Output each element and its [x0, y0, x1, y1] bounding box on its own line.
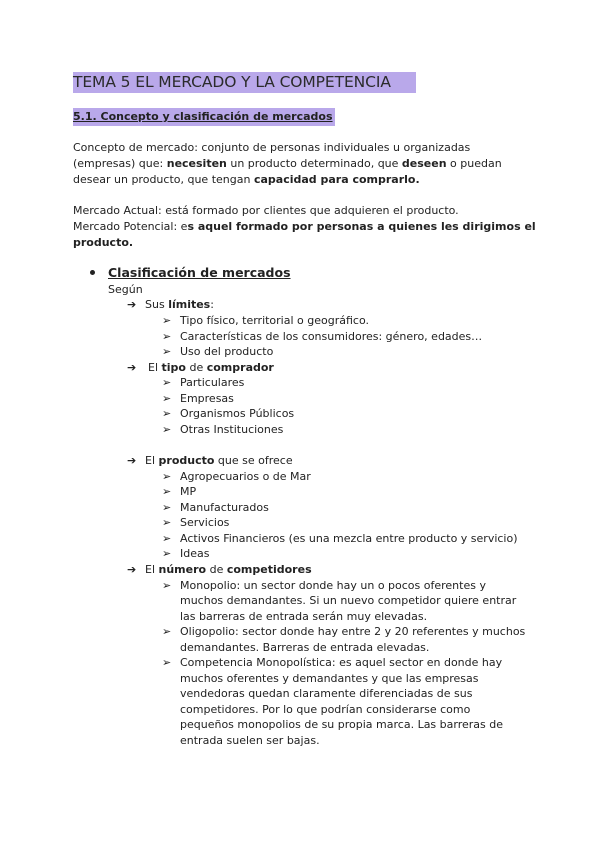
list-item: ➢ Ideas: [162, 547, 210, 560]
chevron-icon: ➢: [162, 656, 172, 669]
chevron-icon: ➢: [162, 547, 172, 560]
list-item: ➢ Tipo físico, territorial o geográfico.: [162, 314, 369, 327]
arrow-icon: ➔: [127, 298, 137, 311]
clasificacion-heading: Clasificación de mercados: [108, 265, 291, 280]
list-item: ➢ MP: [162, 485, 197, 498]
chevron-icon: ➢: [162, 470, 172, 483]
chevron-icon: ➢: [162, 532, 172, 545]
mercado-actual: Mercado Actual: está formado por clientes que adquieren el producto.: [73, 204, 459, 217]
monopolistica-line: competidores. Por lo que podrían considerarse como: [180, 703, 471, 716]
chevron-icon: ➢: [162, 579, 172, 592]
bullet-dot-icon: [90, 270, 95, 275]
monopolio-line: ➢ Monopolio: un sector donde hay un o pocos oferentes y: [162, 579, 486, 592]
list-item: ➢ Uso del producto: [162, 345, 274, 358]
concepto-line-3: desear un producto, que tengan capacidad para comprarlo.: [73, 173, 420, 186]
arrow-icon: ➔: [127, 361, 137, 374]
comprador-heading: ➔ El tipo de comprador: [127, 361, 274, 374]
concepto-line-1: Concepto de mercado: conjunto de personas individuales u organizadas: [73, 141, 471, 154]
segun-label: Según: [108, 283, 143, 296]
page-title: TEMA 5 EL MERCADO Y LA COMPETENCIA: [73, 72, 416, 93]
monopolistica-line: pequeños monopolios de su propia marca. Las barreras de: [180, 718, 504, 731]
list-item: ➢ Otras Instituciones: [162, 423, 284, 436]
monopolistica-line: vendedoras quedan claramente diferenciadas de sus: [180, 687, 473, 700]
chevron-icon: ➢: [162, 485, 172, 498]
chevron-icon: ➢: [162, 516, 172, 529]
chevron-icon: ➢: [162, 330, 172, 343]
arrow-icon: ➔: [127, 454, 137, 467]
chevron-icon: ➢: [162, 376, 172, 389]
list-item: ➢ Características de los consumidores: género, edades…: [162, 330, 483, 343]
arrow-icon: ➔: [127, 563, 137, 576]
producto-heading: ➔ El producto que se ofrece: [127, 454, 293, 467]
section-subtitle: 5.1. Concepto y clasificación de mercados: [73, 108, 335, 126]
list-item: ➢ Agropecuarios o de Mar: [162, 470, 311, 483]
list-item: ➢ Activos Financieros (es una mezcla entre producto y servicio): [162, 532, 518, 545]
chevron-icon: ➢: [162, 392, 172, 405]
list-item: ➢ Manufacturados: [162, 501, 269, 514]
list-item: ➢ Particulares: [162, 376, 245, 389]
chevron-icon: ➢: [162, 314, 172, 327]
oligopolio-line: ➢ Oligopolio: sector donde hay entre 2 y 20 referentes y muchos: [162, 625, 526, 638]
mercado-potencial-line-2: producto.: [73, 236, 134, 249]
concepto-line-2: (empresas) que: necesiten un producto determinado, que deseen o puedan: [73, 157, 502, 170]
monopolio-line: las barreras de entrada serán muy elevadas.: [180, 610, 428, 623]
oligopolio-line: demandantes. Barreras de entrada elevadas.: [180, 641, 430, 654]
chevron-icon: ➢: [162, 501, 172, 514]
limites-heading: ➔ Sus límites:: [127, 298, 214, 311]
chevron-icon: ➢: [162, 407, 172, 420]
list-item: ➢ Empresas: [162, 392, 234, 405]
monopolistica-line: entrada suelen ser bajas.: [180, 734, 320, 747]
list-item: ➢ Organismos Públicos: [162, 407, 295, 420]
chevron-icon: ➢: [162, 423, 172, 436]
chevron-icon: ➢: [162, 625, 172, 638]
monopolio-line: muchos demandantes. Si un nuevo competidor quiere entrar: [180, 594, 517, 607]
monopolistica-line: muchos oferentes y demandantes y que las empresas: [180, 672, 479, 685]
monopolistica-line: ➢ Competencia Monopolística: es aquel sector en donde hay: [162, 656, 503, 669]
mercado-potencial-line-1: Mercado Potencial: es aquel formado por personas a quienes les dirigimos el: [73, 220, 536, 233]
list-item: ➢ Servicios: [162, 516, 230, 529]
competidores-heading: ➔ El número de competidores: [127, 563, 312, 576]
chevron-icon: ➢: [162, 345, 172, 358]
